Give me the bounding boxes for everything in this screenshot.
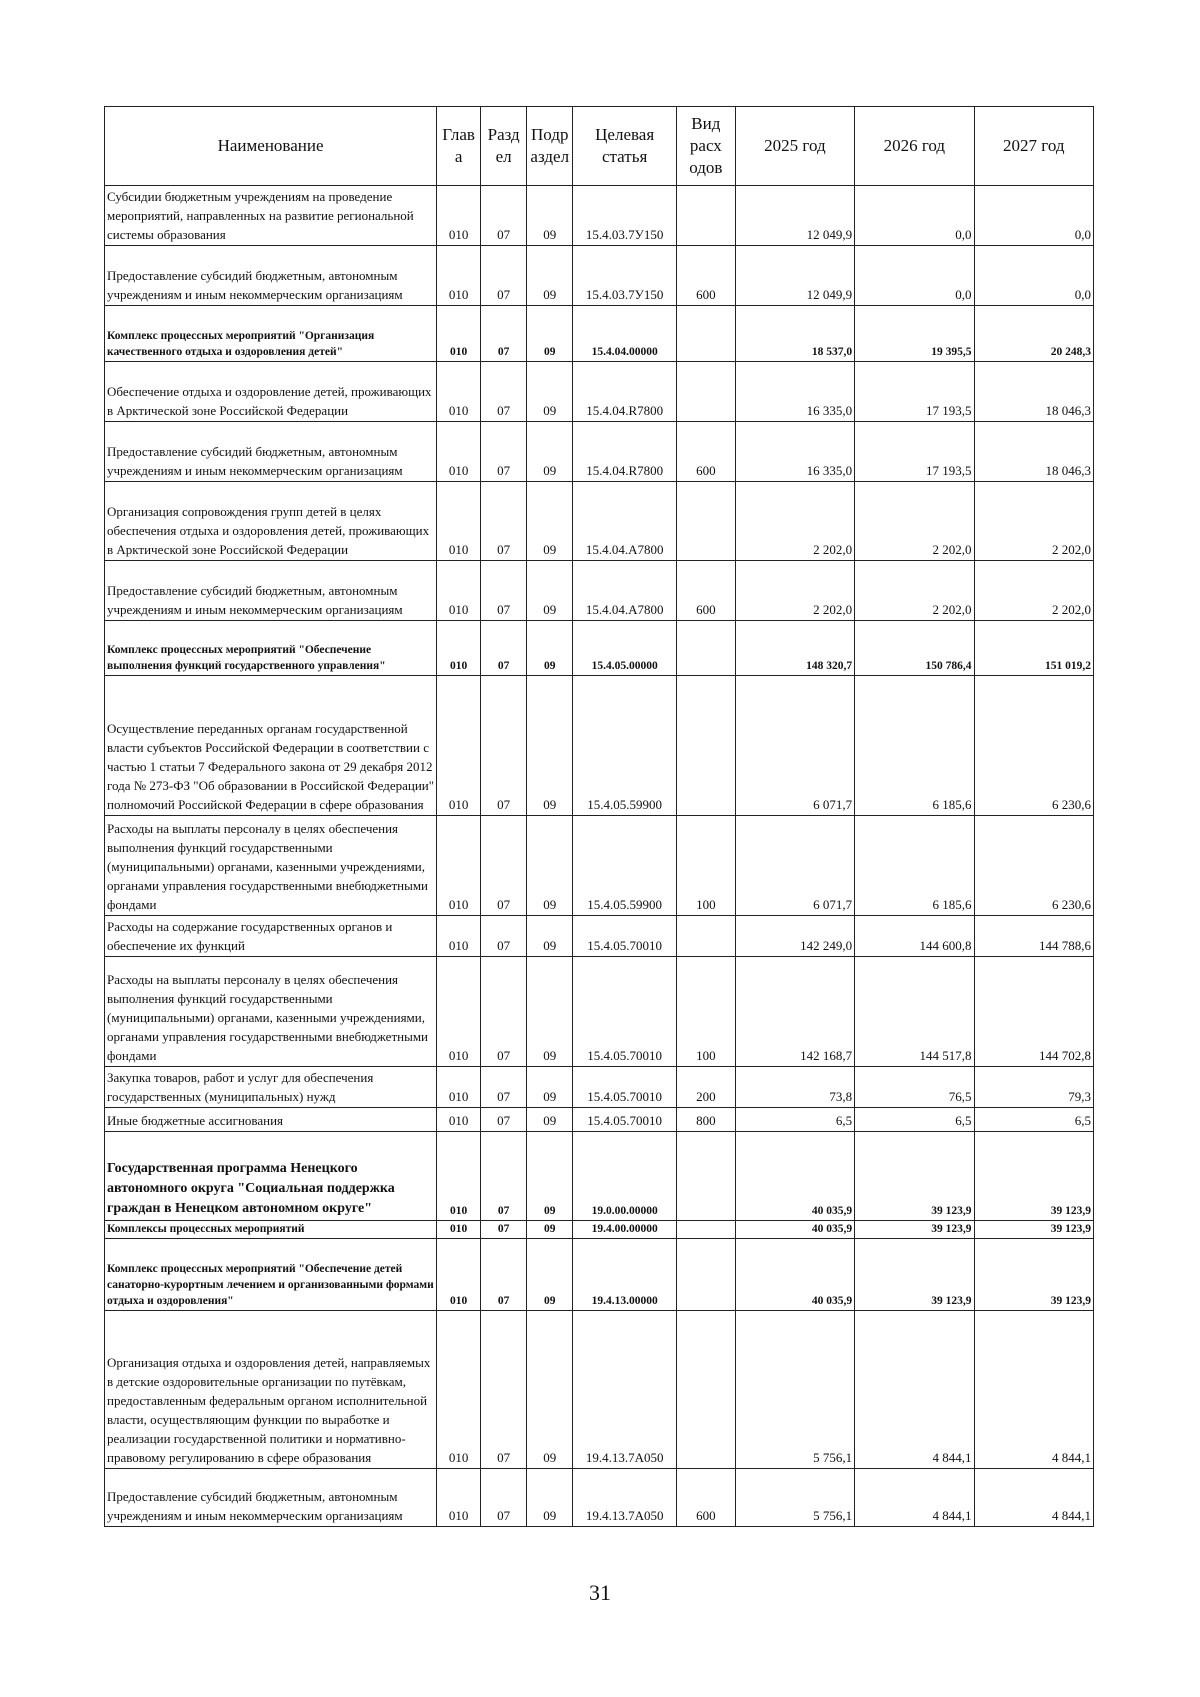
table-row — [105, 306, 1094, 362]
cell-2026: 17 193,5 — [855, 362, 974, 422]
table-row — [105, 362, 1094, 422]
cell-subsection: 09 — [527, 1469, 573, 1527]
cell-expense-type: 100 — [677, 957, 736, 1067]
cell-expense-type — [677, 916, 736, 957]
cell-2027: 151 019,2 — [974, 621, 1093, 676]
cell-2025: 40 035,9 — [735, 1239, 854, 1311]
col-header-2027: 2027 год — [974, 107, 1093, 186]
cell-chapter: 010 — [437, 561, 481, 621]
cell-name: Организация отдыха и оздоровления детей, направляемых в детские оздоровительные организации по путёвкам, предоставленным федеральным органом исполнительной власти, осуществляющим функции по выработке и реализации государственной политики и нормативно-правовому регулированию в сфере образования — [105, 1311, 437, 1469]
cell-2026: 0,0 — [855, 246, 974, 306]
cell-subsection: 09 — [527, 362, 573, 422]
cell-target-article: 19.4.13.7А050 — [573, 1469, 677, 1527]
cell-name: Расходы на выплаты персоналу в целях обеспечения выполнения функций государственными (муниципальными) органами, казенными учреждениями, органами управления государственными внебюджетными фондами — [105, 957, 437, 1067]
cell-subsection: 09 — [527, 1311, 573, 1469]
cell-target-article: 15.4.04.А7800 — [573, 561, 677, 621]
cell-2027: 39 123,9 — [974, 1239, 1093, 1311]
cell-subsection: 09 — [527, 676, 573, 816]
cell-section: 07 — [481, 1469, 527, 1527]
budget-table — [104, 106, 1094, 1527]
table-row — [105, 246, 1094, 306]
cell-2025: 40 035,9 — [735, 1132, 854, 1221]
cell-section: 07 — [481, 621, 527, 676]
cell-2026: 2 202,0 — [855, 561, 974, 621]
cell-expense-type — [677, 1221, 736, 1239]
table-row — [105, 1132, 1094, 1221]
cell-2027: 39 123,9 — [974, 1221, 1093, 1239]
cell-2026: 6,5 — [855, 1108, 974, 1132]
cell-subsection: 09 — [527, 1239, 573, 1311]
cell-2025: 18 537,0 — [735, 306, 854, 362]
cell-subsection: 09 — [527, 246, 573, 306]
cell-subsection: 09 — [527, 1108, 573, 1132]
table-row — [105, 916, 1094, 957]
cell-expense-type: 600 — [677, 1469, 736, 1527]
table-header-row — [105, 107, 1094, 186]
cell-expense-type — [677, 186, 736, 246]
cell-2026: 19 395,5 — [855, 306, 974, 362]
cell-expense-type — [677, 362, 736, 422]
cell-2027: 18 046,3 — [974, 362, 1093, 422]
cell-subsection: 09 — [527, 561, 573, 621]
cell-2026: 2 202,0 — [855, 482, 974, 561]
cell-target-article: 15.4.05.59900 — [573, 676, 677, 816]
col-header-2025: 2025 год — [735, 107, 854, 186]
cell-2025: 142 249,0 — [735, 916, 854, 957]
cell-subsection: 09 — [527, 621, 573, 676]
cell-2025: 142 168,7 — [735, 957, 854, 1067]
cell-chapter: 010 — [437, 482, 481, 561]
cell-chapter: 010 — [437, 362, 481, 422]
cell-target-article: 15.4.05.00000 — [573, 621, 677, 676]
cell-2025: 12 049,9 — [735, 186, 854, 246]
cell-target-article: 15.4.03.7У150 — [573, 246, 677, 306]
cell-name: Комплекс процессных мероприятий "Обеспечение детей санаторно-курортным лечением и организованными формами отдыха и оздоровления" — [105, 1239, 437, 1311]
table-body — [105, 186, 1094, 1527]
cell-2027: 6,5 — [974, 1108, 1093, 1132]
cell-2025: 5 756,1 — [735, 1311, 854, 1469]
cell-subsection: 09 — [527, 482, 573, 561]
cell-2025: 6 071,7 — [735, 816, 854, 916]
cell-subsection: 09 — [527, 1067, 573, 1108]
cell-2027: 144 702,8 — [974, 957, 1093, 1067]
cell-2026: 150 786,4 — [855, 621, 974, 676]
cell-section: 07 — [481, 916, 527, 957]
cell-section: 07 — [481, 957, 527, 1067]
cell-expense-type — [677, 306, 736, 362]
cell-expense-type — [677, 621, 736, 676]
cell-chapter: 010 — [437, 1221, 481, 1239]
cell-2026: 144 600,8 — [855, 916, 974, 957]
cell-target-article: 19.0.00.00000 — [573, 1132, 677, 1221]
table-row — [105, 1067, 1094, 1108]
cell-2026: 6 185,6 — [855, 816, 974, 916]
cell-2026: 4 844,1 — [855, 1311, 974, 1469]
cell-2025: 2 202,0 — [735, 561, 854, 621]
cell-2025: 6,5 — [735, 1108, 854, 1132]
cell-section: 07 — [481, 246, 527, 306]
table-row — [105, 816, 1094, 916]
cell-name: Государственная программа Ненецкого автономного округа "Социальная поддержка граждан в Ненецком автономном округе" — [105, 1132, 437, 1221]
col-header-subsection: Подр аздел — [527, 107, 573, 186]
cell-expense-type: 100 — [677, 816, 736, 916]
cell-section: 07 — [481, 1239, 527, 1311]
cell-section: 07 — [481, 422, 527, 482]
cell-2026: 4 844,1 — [855, 1469, 974, 1527]
table-row — [105, 957, 1094, 1067]
cell-name: Иные бюджетные ассигнования — [105, 1108, 437, 1132]
cell-target-article: 15.4.03.7У150 — [573, 186, 677, 246]
cell-expense-type: 600 — [677, 561, 736, 621]
cell-section: 07 — [481, 1221, 527, 1239]
cell-expense-type: 600 — [677, 246, 736, 306]
cell-2027: 6 230,6 — [974, 676, 1093, 816]
cell-chapter: 010 — [437, 246, 481, 306]
cell-name: Субсидии бюджетным учреждениям на проведение мероприятий, направленных на развитие региональной системы образования — [105, 186, 437, 246]
cell-target-article: 15.4.05.70010 — [573, 1108, 677, 1132]
cell-target-article: 19.4.13.00000 — [573, 1239, 677, 1311]
cell-section: 07 — [481, 362, 527, 422]
cell-2027: 18 046,3 — [974, 422, 1093, 482]
cell-target-article: 15.4.05.70010 — [573, 1067, 677, 1108]
table-row — [105, 186, 1094, 246]
cell-subsection: 09 — [527, 1221, 573, 1239]
col-header-name: Наименование — [105, 107, 437, 186]
cell-2026: 17 193,5 — [855, 422, 974, 482]
cell-chapter: 010 — [437, 422, 481, 482]
cell-section: 07 — [481, 676, 527, 816]
cell-2025: 6 071,7 — [735, 676, 854, 816]
cell-expense-type — [677, 676, 736, 816]
table-row — [105, 1469, 1094, 1527]
cell-expense-type — [677, 1239, 736, 1311]
col-header-2026: 2026 год — [855, 107, 974, 186]
cell-subsection: 09 — [527, 957, 573, 1067]
cell-subsection: 09 — [527, 186, 573, 246]
cell-subsection: 09 — [527, 916, 573, 957]
cell-chapter: 010 — [437, 1469, 481, 1527]
cell-2027: 0,0 — [974, 246, 1093, 306]
cell-2027: 2 202,0 — [974, 561, 1093, 621]
cell-name: Расходы на содержание государственных органов и обеспечение их функций — [105, 916, 437, 957]
cell-2026: 6 185,6 — [855, 676, 974, 816]
cell-name: Организация сопровождения групп детей в целях обеспечения отдыха и оздоровления детей, проживающих в Арктической зоне Российской Федерации — [105, 482, 437, 561]
cell-target-article: 15.4.04.R7800 — [573, 422, 677, 482]
cell-name: Расходы на выплаты персоналу в целях обеспечения выполнения функций государственными (муниципальными) органами, казенными учреждениями, органами управления государственными внебюджетными фондами — [105, 816, 437, 916]
cell-chapter: 010 — [437, 916, 481, 957]
cell-2026: 39 123,9 — [855, 1132, 974, 1221]
cell-name: Закупка товаров, работ и услуг для обеспечения государственных (муниципальных) нужд — [105, 1067, 437, 1108]
cell-section: 07 — [481, 561, 527, 621]
cell-expense-type — [677, 1311, 736, 1469]
cell-chapter: 010 — [437, 1108, 481, 1132]
cell-subsection: 09 — [527, 816, 573, 916]
cell-name: Осуществление переданных органам государственной власти субъектов Российской Федерации в соответствии с частью 1 статьи 7 Федерального закона от 29 декабря 2012 года № 273-ФЗ "Об образовании в Российской Федерации" полномочий Российской Федерации в сфере образования — [105, 676, 437, 816]
table-row — [105, 482, 1094, 561]
cell-2025: 16 335,0 — [735, 362, 854, 422]
cell-section: 07 — [481, 1311, 527, 1469]
cell-name: Комплекс процессных мероприятий "Организация качественного отдыха и оздоровления детей" — [105, 306, 437, 362]
table-row — [105, 1311, 1094, 1469]
table-row — [105, 561, 1094, 621]
cell-2027: 4 844,1 — [974, 1469, 1093, 1527]
cell-target-article: 15.4.05.59900 — [573, 816, 677, 916]
cell-expense-type: 200 — [677, 1067, 736, 1108]
cell-chapter: 010 — [437, 1132, 481, 1221]
cell-chapter: 010 — [437, 957, 481, 1067]
cell-name: Предоставление субсидий бюджетным, автономным учреждениям и иным некоммерческим организациям — [105, 246, 437, 306]
cell-section: 07 — [481, 306, 527, 362]
cell-subsection: 09 — [527, 306, 573, 362]
cell-name: Комплексы процессных мероприятий — [105, 1221, 437, 1239]
cell-chapter: 010 — [437, 306, 481, 362]
cell-name: Комплекс процессных мероприятий "Обеспечение выполнения функций государственного управления" — [105, 621, 437, 676]
cell-expense-type: 600 — [677, 422, 736, 482]
cell-chapter: 010 — [437, 1311, 481, 1469]
cell-2025: 5 756,1 — [735, 1469, 854, 1527]
col-header-target-article: Целевая статья — [573, 107, 677, 186]
table-row — [105, 1239, 1094, 1311]
cell-chapter: 010 — [437, 676, 481, 816]
cell-section: 07 — [481, 1067, 527, 1108]
cell-2027: 4 844,1 — [974, 1311, 1093, 1469]
cell-chapter: 010 — [437, 1067, 481, 1108]
cell-section: 07 — [481, 1132, 527, 1221]
cell-name: Предоставление субсидий бюджетным, автономным учреждениям и иным некоммерческим организациям — [105, 422, 437, 482]
cell-2027: 79,3 — [974, 1067, 1093, 1108]
cell-2025: 16 335,0 — [735, 422, 854, 482]
col-header-section: Разд ел — [481, 107, 527, 186]
cell-2027: 0,0 — [974, 186, 1093, 246]
table-row — [105, 422, 1094, 482]
col-header-expense-type: Вид расх одов — [677, 107, 736, 186]
cell-name: Предоставление субсидий бюджетным, автономным учреждениям и иным некоммерческим организациям — [105, 1469, 437, 1527]
table-row — [105, 676, 1094, 816]
cell-subsection: 09 — [527, 1132, 573, 1221]
table-row — [105, 621, 1094, 676]
cell-chapter: 010 — [437, 816, 481, 916]
cell-2026: 39 123,9 — [855, 1221, 974, 1239]
cell-name: Обеспечение отдыха и оздоровление детей, проживающих в Арктической зоне Российской Федерации — [105, 362, 437, 422]
cell-expense-type — [677, 482, 736, 561]
cell-2026: 0,0 — [855, 186, 974, 246]
cell-section: 07 — [481, 186, 527, 246]
cell-target-article: 19.4.13.7А050 — [573, 1311, 677, 1469]
col-header-chapter: Глав а — [437, 107, 481, 186]
cell-target-article: 15.4.05.70010 — [573, 916, 677, 957]
table-row — [105, 1221, 1094, 1239]
cell-target-article: 15.4.04.00000 — [573, 306, 677, 362]
cell-2027: 144 788,6 — [974, 916, 1093, 957]
cell-section: 07 — [481, 816, 527, 916]
page-number: 31 — [589, 1580, 611, 1605]
cell-section: 07 — [481, 1108, 527, 1132]
cell-2027: 6 230,6 — [974, 816, 1093, 916]
cell-2025: 40 035,9 — [735, 1221, 854, 1239]
cell-2025: 73,8 — [735, 1067, 854, 1108]
cell-subsection: 09 — [527, 422, 573, 482]
cell-2026: 39 123,9 — [855, 1239, 974, 1311]
budget-table-page — [104, 106, 1094, 1527]
cell-expense-type: 800 — [677, 1108, 736, 1132]
cell-target-article: 15.4.04.R7800 — [573, 362, 677, 422]
cell-2025: 12 049,9 — [735, 246, 854, 306]
cell-name: Предоставление субсидий бюджетным, автономным учреждениям и иным некоммерческим организациям — [105, 561, 437, 621]
cell-section: 07 — [481, 482, 527, 561]
cell-target-article: 15.4.04.А7800 — [573, 482, 677, 561]
cell-chapter: 010 — [437, 621, 481, 676]
cell-expense-type — [677, 1132, 736, 1221]
cell-2026: 76,5 — [855, 1067, 974, 1108]
cell-2025: 148 320,7 — [735, 621, 854, 676]
cell-2026: 144 517,8 — [855, 957, 974, 1067]
cell-2027: 39 123,9 — [974, 1132, 1093, 1221]
cell-chapter: 010 — [437, 186, 481, 246]
cell-2025: 2 202,0 — [735, 482, 854, 561]
cell-target-article: 15.4.05.70010 — [573, 957, 677, 1067]
cell-2027: 20 248,3 — [974, 306, 1093, 362]
cell-target-article: 19.4.00.00000 — [573, 1221, 677, 1239]
table-row — [105, 1108, 1094, 1132]
cell-2027: 2 202,0 — [974, 482, 1093, 561]
cell-chapter: 010 — [437, 1239, 481, 1311]
